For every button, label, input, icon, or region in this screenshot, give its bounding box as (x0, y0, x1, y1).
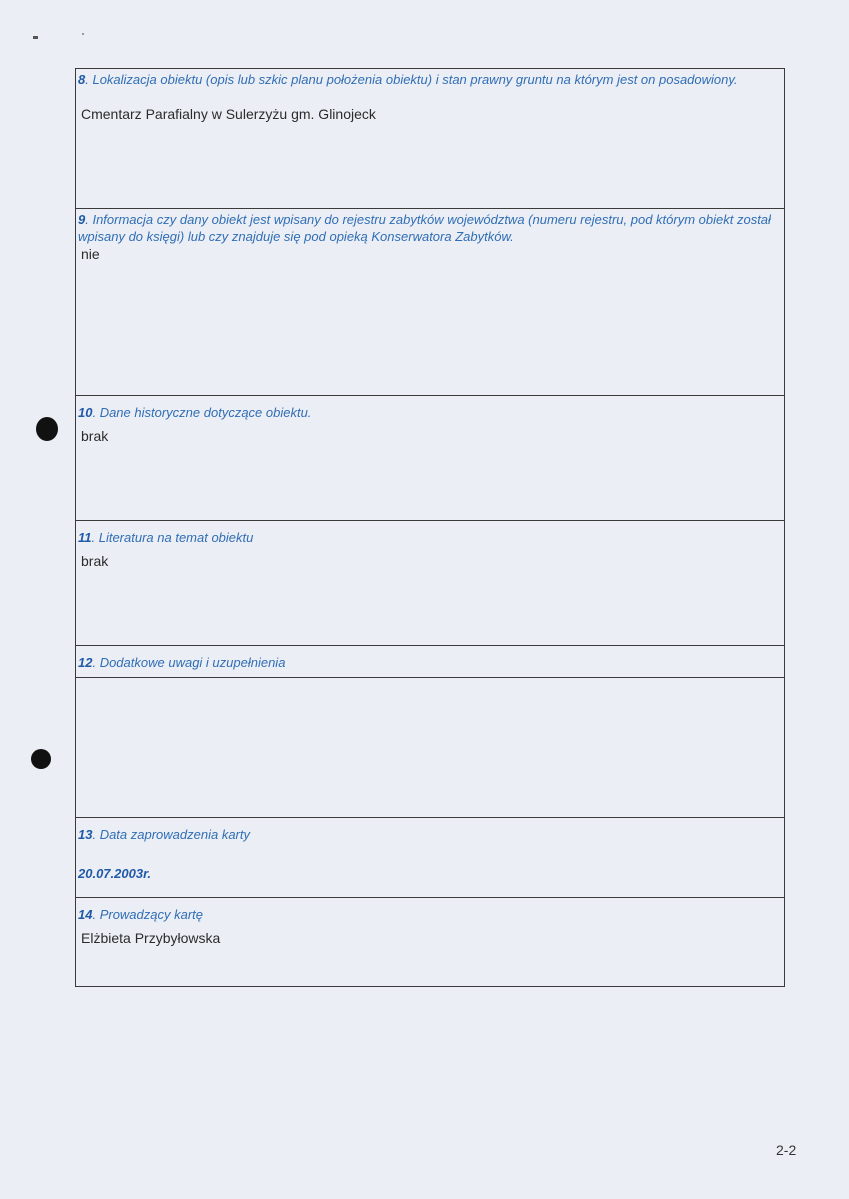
record-form (75, 68, 785, 987)
section-8-label (78, 71, 778, 88)
divider (76, 677, 784, 678)
section-12 (76, 646, 784, 818)
section-number: 12 (78, 655, 93, 670)
section-8 (76, 69, 784, 209)
section-number: 10 (78, 405, 93, 420)
section-13-label (78, 826, 778, 843)
historical-data-value: brak (81, 428, 109, 444)
section-9-label (78, 211, 778, 245)
section-label-text: . Dane historyczne dotyczące obiektu. (92, 405, 312, 420)
section-number: 14 (78, 907, 93, 922)
page-number: 2-2 (776, 1142, 797, 1158)
literature-value: brak (81, 553, 109, 569)
section-label-text: . Prowadzący kartę (92, 907, 204, 922)
section-number: 13 (78, 827, 93, 842)
register-status-value: nie (81, 246, 100, 262)
section-11 (76, 521, 784, 646)
section-10 (76, 396, 784, 521)
card-date-value: 20.07.2003r. (78, 866, 152, 881)
location-value: Cmentarz Parafialny w Sulerzyżu gm. Glinojeck (81, 106, 376, 122)
section-11-label (78, 529, 778, 546)
scan-mark (82, 33, 84, 35)
section-number: 11 (78, 530, 92, 545)
scan-mark (33, 36, 38, 39)
section-13 (76, 818, 784, 898)
punch-hole (31, 749, 51, 769)
card-author-value: Elżbieta Przybyłowska (81, 930, 221, 946)
section-label-text: . Lokalizacja obiektu (opis lub szkic planu położenia obiektu) i stan prawny gruntu na którym jest on posadowiony. (85, 72, 738, 87)
section-10-label (78, 404, 778, 421)
section-label-text: . Informacja czy dany obiekt jest wpisany do rejestru zabytków województwa (numeru rejestru, pod którym obiekt został wpisany do księgi) lub czy znajduje się pod opieką Konserwatora Zabytków. (78, 212, 771, 244)
punch-hole (36, 417, 58, 441)
section-label-text: . Data zaprowadzenia karty (92, 827, 250, 842)
section-label-text: . Literatura na temat obiektu (91, 530, 254, 545)
section-14 (76, 898, 784, 987)
section-9 (76, 209, 784, 396)
section-14-label (78, 906, 778, 923)
section-number: 9 (78, 212, 86, 227)
section-number: 8 (78, 72, 86, 87)
section-12-label (78, 654, 778, 671)
section-label-text: . Dodatkowe uwagi i uzupełnienia (92, 655, 286, 670)
